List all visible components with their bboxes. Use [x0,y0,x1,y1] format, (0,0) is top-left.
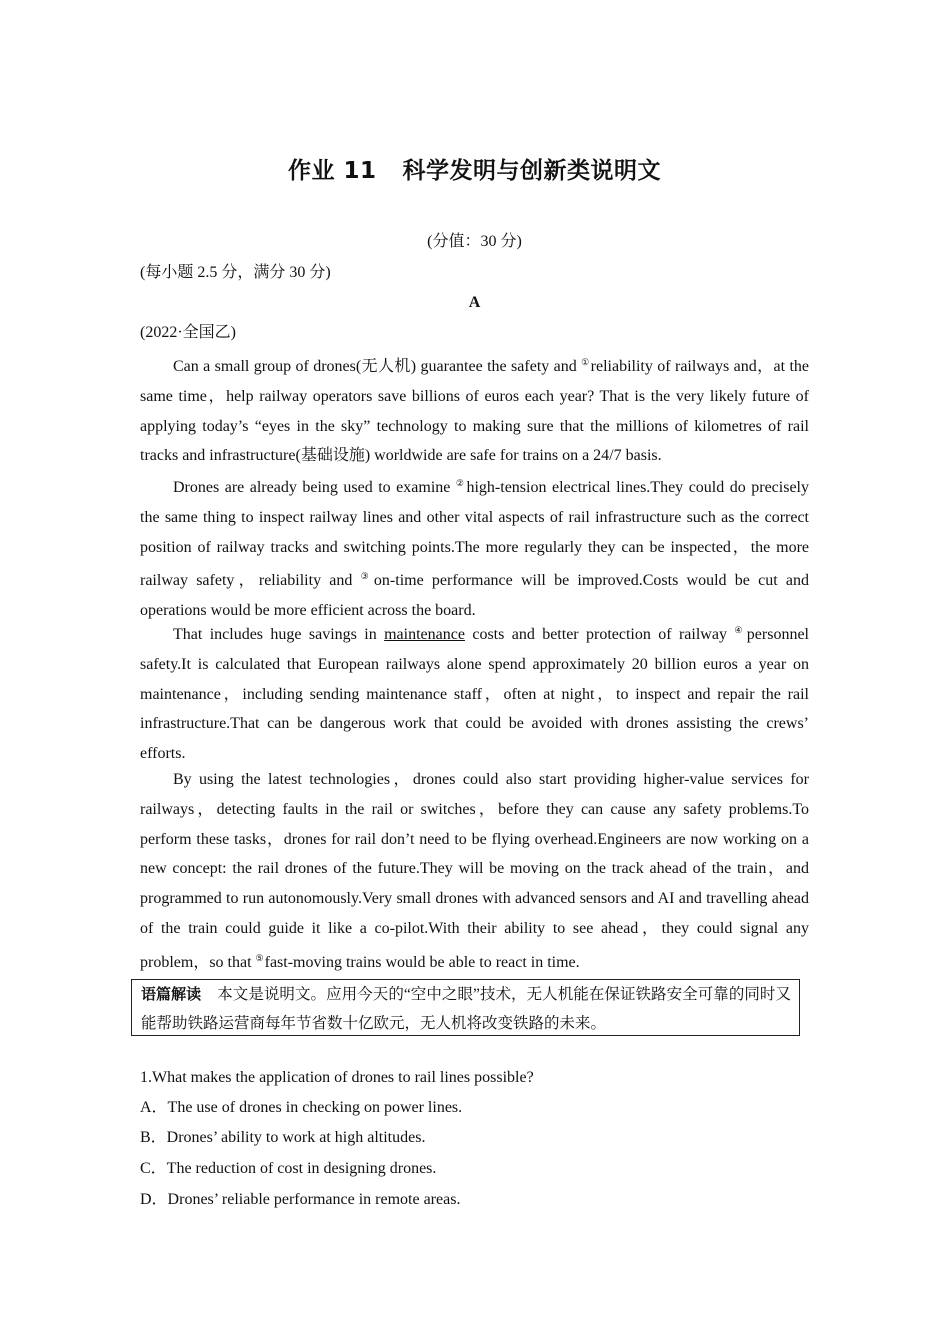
analysis-label: 语篇解读 [141,985,202,1003]
marker-4: ④ [734,625,746,635]
section-label: A [468,294,481,311]
marker-5: ⑤ [255,952,264,963]
score-note: (分值：30 分) [427,233,522,250]
analysis-box [131,979,800,1036]
option-b: B．Drones’ ability to work at high altitudes. [140,1129,426,1146]
analysis-text: 本文是说明文。应用今天的“空中之眼”技术，无人机能在保证铁路安全可靠的同时又能帮助铁路运营商每年节省数十亿欧元，无人机将改变铁路的未来。 [141,986,791,1032]
instruction-note: (每小题 2.5 分，满分 30 分) [140,264,331,281]
title-topic: 科学发明与创新类说明文 [402,158,661,184]
marker-3: ③ [360,571,373,582]
passage-paragraph-4: By using the latest technologies，drones could also start providing higher-value services for railways，detecting faults in the rail or switches，before they can cause any safety problems.To perform these tasks，drones for rail don’t need to be flying overhead.Engineers are now working on a new concept: the rail drones of the future.They will be moving on the track ahead of the train，and programmed to run autonomously.Very small drones with advanced sensors and AI and travelling ahead of the train could guide it like a co-pilot.With their ability to see ahead，they could signal any problem，so that ⑤fast-moving trains would be able to react in time. [140,771,809,971]
passage-paragraph-2: Drones are already being used to examine ②high-tension electrical lines.They could do precisely the same thing to inspect railway lines and other vital aspects of rail infrastructure such as the correct position of railway tracks and switching points.The more regularly they can be inspected，the more railway safety，reliability and ③on-time performance will be improved.Costs would be cut and operations would be more efficient across the board. [140,478,810,620]
option-c: C．The reduction of cost in designing drones. [140,1160,437,1177]
option-a: A．The use of drones in checking on power lines. [140,1099,463,1116]
page-title [140,152,809,185]
marker-1: ① [581,357,590,367]
option-d: D．Drones’ reliable performance in remote areas. [140,1191,461,1208]
passage-paragraph-3: That includes huge savings in maintenance costs and better protection of railway ④personnel safety.It is calculated that European railways alone spend approximately 20 billion euros a year on maintenance，including sending maintenance staff，often at night，to inspect and repair the rail infrastructure.That can be dangerous work that could be avoided with drones assisting the crews’ efforts. [140,625,809,763]
underlined-word: maintenance [384,626,465,643]
question-1-stem: 1.What makes the application of drones to rail lines possible? [140,1069,534,1086]
source-note: (2022·全国乙) [140,324,236,341]
marker-2: ② [455,478,466,488]
title-assignment-number: 作业 11 [287,158,377,184]
passage-paragraph-1: Can a small group of drones(无人机) guarantee the safety and ①reliability of railways and，at the same time，help railway operators save billions of euros each year? That is the very likely future of applying today’s “eyes in the sky” technology to making sure that the millions of kilometres of rail tracks and infrastructure(基础设施) worldwide are safe for trains on a 24/7 basis. [140,357,809,465]
